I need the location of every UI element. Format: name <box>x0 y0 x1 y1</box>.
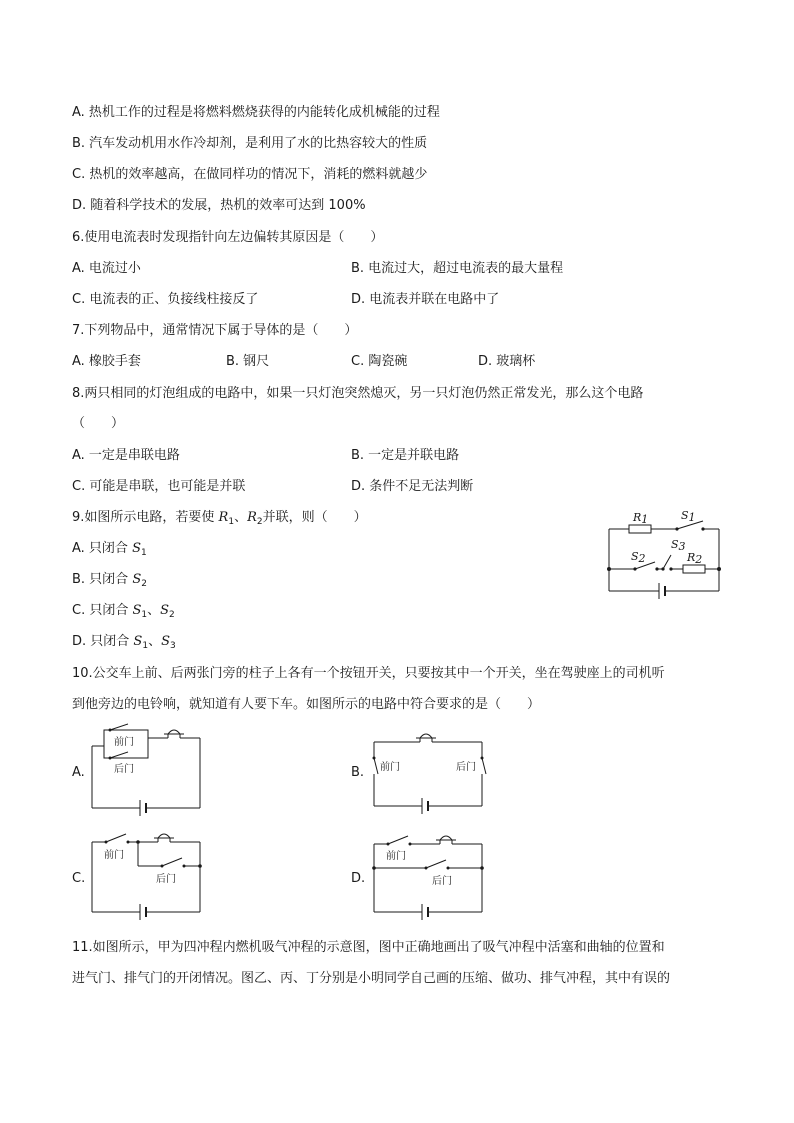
q10-circuit-d <box>370 832 490 922</box>
q7-option-d: D. 玻璃杯 <box>478 354 536 369</box>
q11-stem-line1: 11.如图所示，甲为四冲程内燃机吸气冲程的示意图，图中正确地画出了吸气冲程中活塞和曲轴的位置和 <box>72 940 665 955</box>
q10-c-back-door-label: 后门 <box>156 874 176 885</box>
q8-stem-line1: 8.两只相同的灯泡组成的电路中，如果一只灯泡突然熄灭，另一只灯泡仍然正常发光，那么这个电路 <box>72 386 644 401</box>
q10-circuit-c <box>88 832 208 922</box>
q10-option-d-label: D. <box>351 871 366 886</box>
q6-option-a: A. 电流过小 <box>72 261 141 276</box>
q10-a-front-door-label: 前门 <box>114 737 134 748</box>
q5-option-d: D. 随着科学技术的发展，热机的效率可达到 100% <box>72 198 366 213</box>
q11-stem-line2: 进气门、排气门的开闭情况。图乙、丙、丁分别是小明同学自己画的压缩、做功、排气冲程，其中有误的 <box>72 971 671 986</box>
q10-c-front-door-label: 前门 <box>104 850 124 861</box>
q9-label-s3: S3 <box>671 538 686 553</box>
q8-option-c: C. 可能是串联，也可能是并联 <box>72 479 246 494</box>
q7-option-c: C. 陶瓷碗 <box>351 354 408 369</box>
q9-label-s1: S1 <box>681 509 696 524</box>
q8-option-a: A. 一定是串联电路 <box>72 448 180 463</box>
q10-stem-line2: 到他旁边的电铃响，就知道有人要下车。如图所示的电路中符合要求的是（ ） <box>72 697 541 712</box>
q6-option-b: B. 电流过大，超过电流表的最大量程 <box>351 261 564 276</box>
q9-circuit-diagram <box>605 505 725 605</box>
q8-option-b: B. 一定是并联电路 <box>351 448 460 463</box>
q9-label-r1: R1 <box>633 511 649 526</box>
q9-label-s2: S2 <box>631 550 646 565</box>
q9-option-d: D. 只闭合 $S_1$、$S_3$ <box>72 634 176 651</box>
q9-option-a: A. 只闭合 $S_1$ <box>72 541 147 558</box>
q8-option-d: D. 条件不足无法判断 <box>351 479 474 494</box>
q6-option-d: D. 电流表并联在电路中了 <box>351 292 500 307</box>
q10-b-front-door-label: 前门 <box>380 762 400 773</box>
q6-stem: 6.使用电流表时发现指针向左边偏转其原因是（ ） <box>72 230 384 245</box>
q7-stem: 7.下列物品中，通常情况下属于导体的是（ ） <box>72 323 358 338</box>
q10-option-c-label: C. <box>72 871 86 886</box>
q9-option-b: B. 只闭合 $S_2$ <box>72 572 147 589</box>
q7-option-a: A. 橡胶手套 <box>72 354 141 369</box>
q10-d-back-door-label: 后门 <box>432 876 452 887</box>
q8-stem-line2: （ ） <box>72 416 125 431</box>
q9-option-c: C. 只闭合 $S_1$、$S_2$ <box>72 603 175 620</box>
q10-stem-line1: 10.公交车上前、后两张门旁的柱子上各有一个按钮开关，只要按其中一个开关，坐在驾驶座上的司机听 <box>72 666 665 681</box>
q10-circuit-b <box>370 730 490 820</box>
q10-a-back-door-label: 后门 <box>114 764 134 775</box>
q10-option-b-label: B. <box>351 765 365 780</box>
q9-label-r2: R2 <box>687 551 703 566</box>
q5-option-c: C. 热机的效率越高，在做同样功的情况下，消耗的燃料就越少 <box>72 167 428 182</box>
q5-option-b: B. 汽车发动机用水作冷却剂，是利用了水的比热容较大的性质 <box>72 136 428 151</box>
q7-option-b: B. 钢尺 <box>226 354 270 369</box>
q9-stem: 9.如图所示电路，若要使 $R_1$、$R_2$并联，则（ ） <box>72 510 367 527</box>
q10-circuit-a <box>88 722 208 822</box>
q10-d-front-door-label: 前门 <box>386 851 406 862</box>
q10-b-back-door-label: 后门 <box>456 762 476 773</box>
q5-option-a: A. 热机工作的过程是将燃料燃烧获得的内能转化成机械能的过程 <box>72 105 440 120</box>
q6-option-c: C. 电流表的正、负接线柱接反了 <box>72 292 259 307</box>
q10-option-a-label: A. <box>72 765 85 780</box>
